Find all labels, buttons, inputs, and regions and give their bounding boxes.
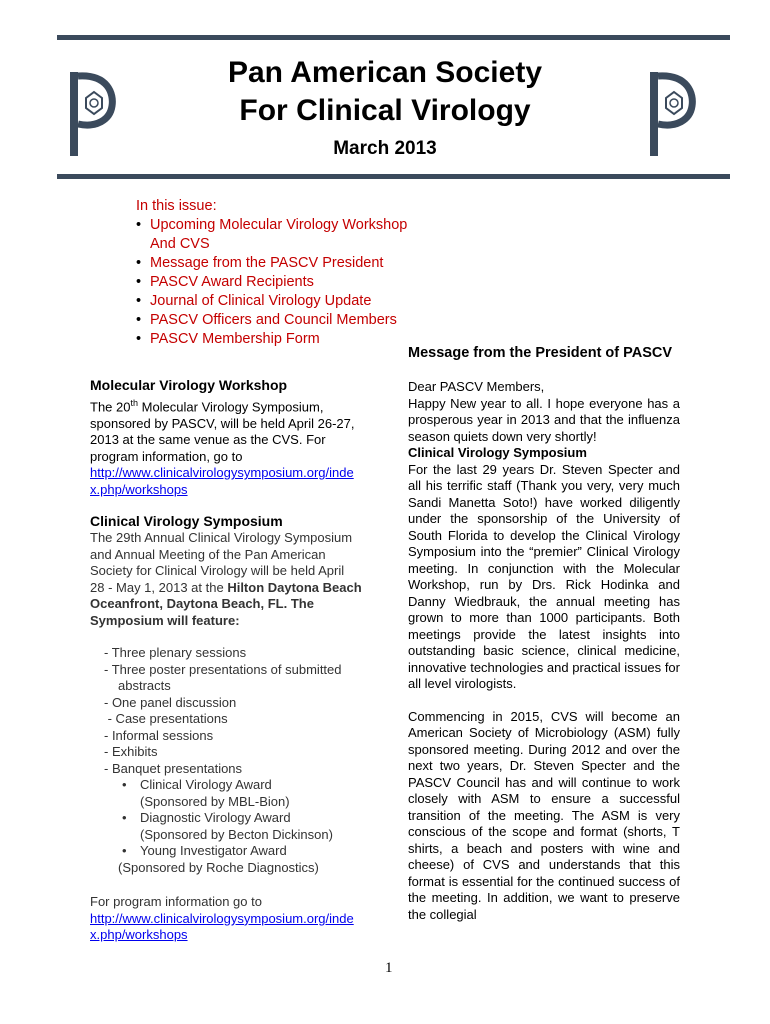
symposium-heading: Clinical Virology Symposium bbox=[90, 513, 283, 530]
feature-item: - Case presentations bbox=[104, 711, 228, 727]
award-item: • Clinical Virology Award (Sponsored by MBL-Bion) bbox=[140, 777, 340, 810]
feature-item: abstracts bbox=[118, 678, 171, 694]
workshop-heading: Molecular Virology Workshop bbox=[90, 377, 288, 393]
issue-item bbox=[150, 216, 466, 254]
symposium-features bbox=[90, 645, 362, 777]
symposium-link[interactable]: http://www.clinicalvirologysymposium.org/index.php/workshops bbox=[90, 910, 354, 943]
award-list bbox=[90, 777, 340, 860]
feature-item: - One panel discussion bbox=[104, 694, 237, 710]
award-item: • Diagnostic Virology Award (Sponsored by Becton Dickinson) bbox=[140, 810, 340, 843]
in-this-issue-box bbox=[136, 197, 466, 349]
feature-item: - Three poster presentations of submitted bbox=[104, 661, 342, 677]
page-number: 1 bbox=[385, 960, 393, 976]
award-tail: (Sponsored by Roche Diagnostics) bbox=[118, 859, 319, 875]
issue-item: • PASCV Award Recipients bbox=[150, 273, 466, 292]
issue-item: • Journal of Clinical Virology Update bbox=[150, 292, 466, 311]
feature-item: - Three plenary sessions bbox=[104, 645, 247, 661]
workshop-text-post: Molecular Virology Symposium, sponsored by PASCV, will be held April 26-27, 2013 at the same venue as the CVS. For program information, go to bbox=[90, 399, 355, 464]
feature-item: - Banquet presentations bbox=[104, 760, 243, 776]
left-column bbox=[90, 376, 362, 944]
issue-item-label: Upcoming Molecular Virology Workshop bbox=[150, 217, 408, 233]
symposium-text: The 29th Annual Clinical Virology Symposium and Annual Meeting of the Pan American Society for Clinical Virology will be held April 28 - May 1, 2013 at the bbox=[90, 530, 353, 595]
in-this-issue-list bbox=[136, 216, 466, 349]
symposium-venue: Hilton Daytona Beach Oceanfront, Daytona Beach, FL. The Symposium will feature: bbox=[90, 579, 362, 628]
workshop-text-pre: The 20 bbox=[90, 399, 131, 415]
issue-date: March 2013 bbox=[333, 138, 437, 159]
president-heading: Message from the President of PASCV bbox=[408, 345, 673, 361]
president-paragraph-1: Happy New year to all. I hope everyone has a prosperous year in 2013 and that the influenza season quiets down very shortly! bbox=[408, 395, 680, 444]
award-item: • Young Investigator Award bbox=[140, 843, 340, 860]
in-this-issue-heading: In this issue: bbox=[136, 198, 217, 214]
workshop-link[interactable]: http://www.clinicalvirologysymposium.org/index.php/workshops bbox=[90, 465, 354, 497]
president-paragraph-3: Commencing in 2015, CVS will become an American Society of Microbiology (ASM) fully sponsored meeting. During 2012 and over the next two years, Dr. Steven Specter and the PASCV Council has and will continue to work closely with ASM to ensure a successful transition of the meeting. The ASM is very conscious of the scope and format (shorts, T shirts, a beach and posters with wine and cheese) of CVS and understands that this format is essential for the continued success of the meeting. In addition, we want to preserve the collegial bbox=[408, 708, 680, 922]
bottom-rule bbox=[57, 174, 730, 179]
president-subheading: Clinical Virology Symposium bbox=[408, 445, 587, 460]
issue-item: • Message from the PASCV President bbox=[150, 254, 466, 273]
issue-item-continuation: And CVS bbox=[150, 236, 210, 252]
president-greeting: Dear PASCV Members, bbox=[408, 379, 545, 394]
symposium-paragraph bbox=[90, 530, 362, 629]
president-paragraph-2: For the last 29 years Dr. Steven Specter and all his terrific staff (Thank you very, very much Sandi Manetta Soto!) have worked diligently under the sponsorship of the University of South Florida to develop the Clinical Virology Symposium into the “premier” Clinical Virology meeting. In conjunction with the Molecular Workshop, run by Drs. Rick Hodinka and Danny Wiedbrauk, the annual meeting has grown to more than 1000 participants. Both meetings provide the latest insights into outstanding basic science, clinical medicine, innovative technologies and practical issues for all level virologists. bbox=[408, 461, 680, 691]
right-column bbox=[408, 344, 680, 923]
workshop-paragraph bbox=[90, 395, 362, 465]
program-info-text: For program information go to bbox=[90, 894, 262, 910]
pascv-logo-left-icon bbox=[66, 68, 116, 160]
top-rule bbox=[57, 35, 730, 40]
feature-item: - Informal sessions bbox=[104, 727, 214, 743]
issue-item: • PASCV Membership Form bbox=[150, 330, 466, 349]
feature-item: - Exhibits bbox=[104, 744, 158, 760]
workshop-text-sup: th bbox=[130, 398, 138, 408]
society-title-line1: Pan American Society bbox=[227, 56, 543, 89]
society-title-line2: For Clinical Virology bbox=[239, 94, 531, 127]
issue-item: • PASCV Officers and Council Members bbox=[150, 311, 466, 330]
